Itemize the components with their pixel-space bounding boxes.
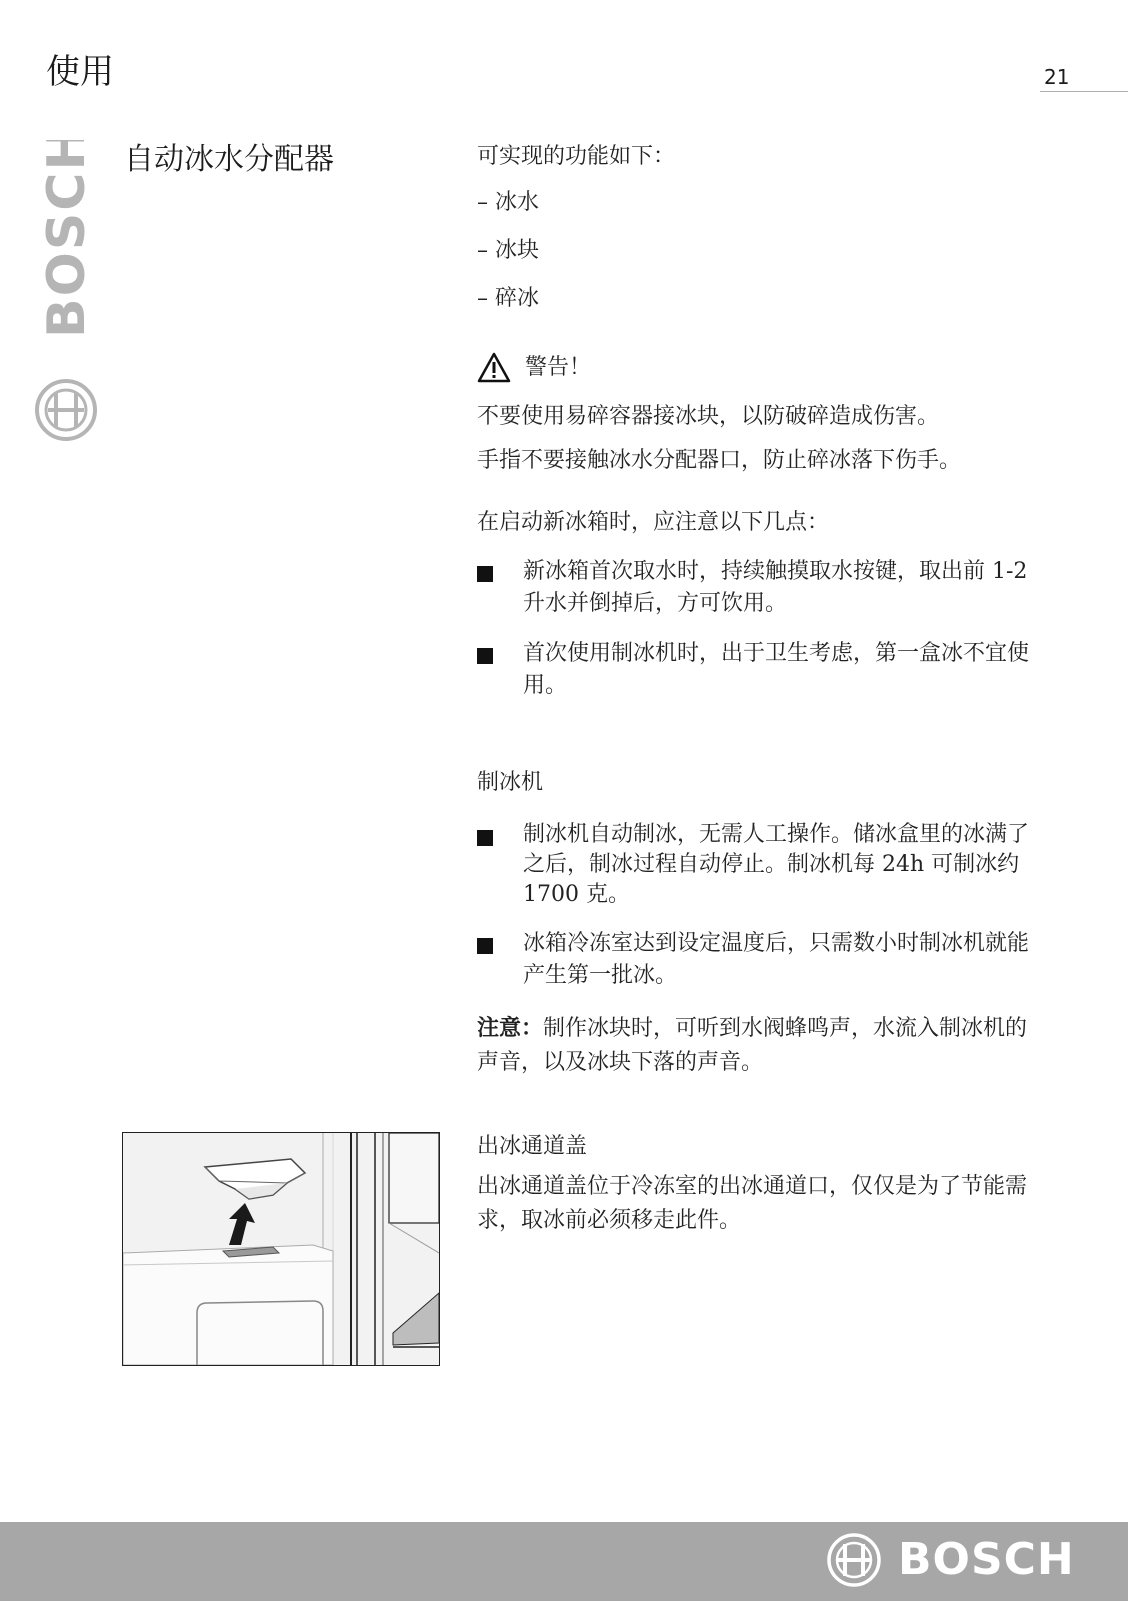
bosch-logo-icon [34,378,98,442]
list-item [477,822,1037,922]
bullet-square [477,938,493,954]
bullet-square [477,566,493,582]
section-title: 使用 [46,52,114,92]
function-item: – 碎冰 [477,286,539,311]
startup-heading: 在启动新冰箱时，应注意以下几点： [477,510,830,535]
function-item: – 冰块 [477,238,539,263]
warning-header [477,352,1037,384]
bullet-text: 制冰机自动制冰，无需人工操作。储冰盒里的冰满了之后，制冰过程自动停止。制冰机每 24h 可制冰约 1700 克。 [523,822,1030,907]
bullet-text: 首次使用制冰机时，出于卫生考虑，第一盒冰不宜使用。 [523,641,1030,698]
list-item [477,930,1037,1000]
warning-line: 不要使用易碎容器接冰块，以防破碎造成伤害。 [477,404,940,429]
icemaker-heading: 制冰机 [477,770,544,795]
footer-brand-wordmark: BOSCH [898,1534,1075,1585]
note-label: 注意： [477,1016,544,1041]
functions-intro: 可实现的功能如下： [477,144,676,169]
ice-chute-cover-illustration [122,1132,440,1366]
bullet-text: 冰箱冷冻室达到设定温度后，只需数小时制冰机就能产生第一批冰。 [523,931,1030,988]
warning-title: 警告！ [525,355,592,380]
bullet-text: 新冰箱首次取水时，持续触摸取水按键，取出前 1-2 升水并倒掉后，方可饮用。 [523,559,1028,616]
note-paragraph [477,1012,1037,1080]
function-item: – 冰水 [477,190,539,215]
cover-text: 出冰通道盖位于冷冻室的出冰通道口，仅仅是为了节能需求，取冰前必须移走此件。 [477,1174,1028,1233]
bosch-logo-icon [826,1532,882,1588]
page-heading: 自动冰水分配器 [124,142,334,177]
cover-heading: 出冰通道盖 [477,1134,588,1159]
list-item [477,558,1037,628]
list-item [477,640,1037,710]
bullet-square [477,830,493,846]
header-divider [1040,91,1128,92]
page-number: 21 [1044,65,1070,89]
note-text: 制作冰块时，可听到水阀蜂鸣声，水流入制冰机的声音，以及冰块下落的声音。 [477,1016,1028,1075]
vertical-brand-text: BOSCH [37,140,96,338]
warning-line: 手指不要接触冰水分配器口，防止碎冰落下伤手。 [477,448,962,473]
bullet-square [477,648,493,664]
warning-triangle-icon [477,352,511,384]
vertical-brand-wordmark [36,140,96,340]
